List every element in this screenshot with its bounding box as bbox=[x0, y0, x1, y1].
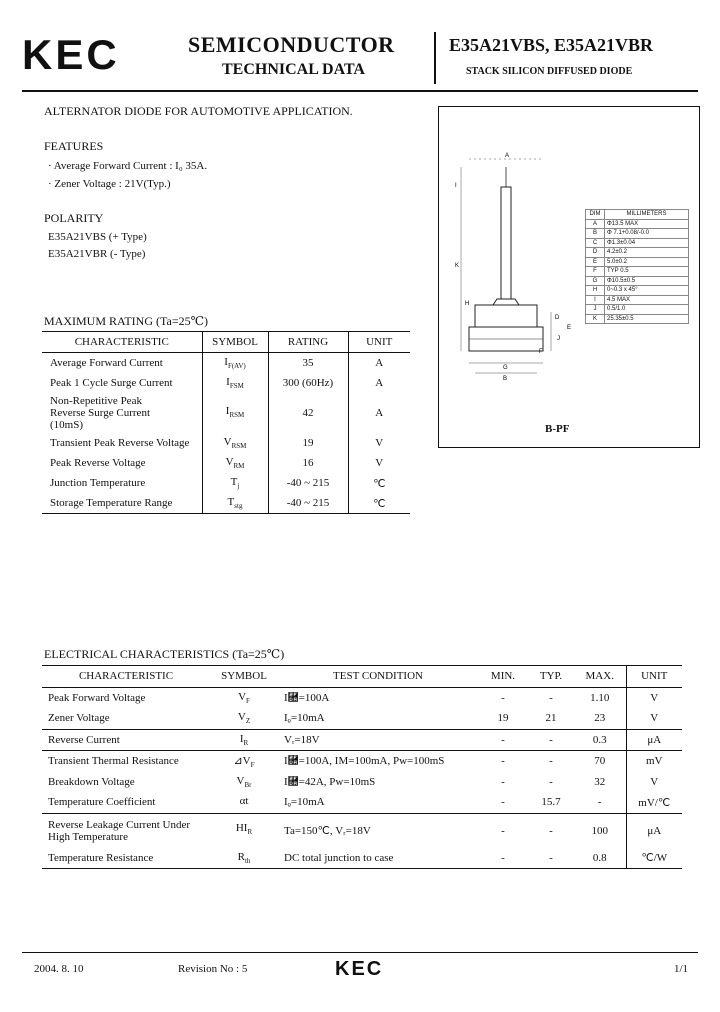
rating-cell: 16 bbox=[268, 453, 348, 473]
col-header: MIN. bbox=[478, 666, 528, 688]
rating-cell: 42 bbox=[268, 393, 348, 433]
symbol-cell: αt bbox=[239, 795, 249, 808]
condition-cell: DC total junction to case bbox=[284, 851, 394, 864]
max-cell: 70 bbox=[574, 751, 626, 772]
symbol-cell: $I_{FSM}$ bbox=[202, 373, 268, 393]
char-cell: Storage Temperature Range bbox=[42, 493, 202, 514]
unit-cell: ℃/W bbox=[626, 848, 682, 869]
table-row bbox=[42, 473, 410, 493]
typ-cell: - bbox=[528, 751, 574, 772]
unit-cell: mV/℃ bbox=[626, 792, 682, 813]
features-heading: FEATURES bbox=[44, 139, 104, 153]
table-row bbox=[42, 433, 410, 453]
package-name: B-PF bbox=[545, 423, 570, 435]
dim-label-b: B bbox=[503, 376, 508, 382]
package-drawing-box bbox=[438, 106, 700, 448]
char-cell: Temperature Coefficient bbox=[48, 796, 156, 809]
symbol-cell: $I_R$ bbox=[210, 729, 278, 751]
col-header: RATING bbox=[268, 332, 348, 353]
unit-cell: V bbox=[626, 772, 682, 793]
dim-label-h: H bbox=[465, 301, 470, 307]
rating-cell: -40 ~ 215 bbox=[268, 473, 348, 493]
condition-cell: Vᵣ=18V bbox=[278, 729, 478, 751]
feature-item: · Zener Voltage : 21V(Typ.) bbox=[48, 178, 171, 190]
symbol-cell: $I_{RSM}$ bbox=[202, 393, 268, 433]
semiconductor-title: SEMICONDUCTOR bbox=[188, 32, 395, 57]
dim-label-g: G bbox=[503, 365, 508, 371]
dim-label-a: A bbox=[505, 153, 510, 159]
dim-value: Φ10.5±0.5 bbox=[605, 276, 689, 286]
dim-value: 25.35±0.5 bbox=[605, 314, 689, 324]
min-cell: - bbox=[478, 813, 528, 848]
symbol-cell: $T_j$ bbox=[202, 473, 268, 493]
diode-body bbox=[475, 305, 537, 327]
table-row bbox=[42, 353, 410, 374]
char-cell: Peak Reverse Voltage bbox=[42, 453, 202, 473]
condition-cell: Iᵨ=10mA bbox=[284, 796, 325, 809]
char-cell: Transient Thermal Resistance bbox=[42, 751, 210, 772]
max-cell: 0.8 bbox=[592, 851, 607, 864]
dim-value: 5.0±0.2 bbox=[605, 257, 689, 267]
condition-cell: I⿚=42A, Pw=10mS bbox=[284, 775, 376, 788]
unit-cell: V bbox=[626, 687, 682, 708]
polarity-item: E35A21VBS (+ Type) bbox=[48, 231, 147, 243]
table-row bbox=[42, 792, 682, 813]
max-cell: 23 bbox=[594, 712, 606, 725]
dim-key: D bbox=[586, 248, 605, 258]
company-logo: KEC bbox=[22, 31, 120, 78]
dim-key: F bbox=[586, 267, 605, 277]
electrical-heading: ELECTRICAL CHARACTERISTICS (Ta=25℃) bbox=[44, 647, 285, 661]
dim-key: K bbox=[586, 314, 605, 324]
condition-cell: I⿚=100A bbox=[284, 691, 330, 704]
table-row bbox=[42, 493, 410, 514]
col-header: UNIT bbox=[348, 332, 410, 353]
table-row bbox=[42, 813, 682, 848]
unit-cell: μA bbox=[626, 729, 682, 751]
symbol-cell: $V_{Br}$ bbox=[236, 774, 252, 789]
max-cell: 100 bbox=[574, 813, 626, 848]
condition-cell: Ta=150℃, Vᵣ=18V bbox=[278, 813, 478, 848]
symbol-cell: $V_{RSM}$ bbox=[202, 433, 268, 453]
typ-cell: - bbox=[549, 851, 553, 864]
col-header: MAX. bbox=[574, 666, 626, 688]
dim-key: I bbox=[586, 295, 605, 305]
table-row bbox=[42, 848, 682, 869]
min-cell: - bbox=[501, 851, 505, 864]
dim-value: Φ1.3±0.04 bbox=[605, 238, 689, 248]
dim-key: A bbox=[586, 219, 605, 229]
min-cell: - bbox=[501, 691, 505, 704]
rating-cell: 35 bbox=[268, 353, 348, 374]
table-header-row bbox=[42, 332, 410, 353]
char-cell: Peak 1 Cycle Surge Current bbox=[42, 373, 202, 393]
col-header: SYMBOL bbox=[210, 666, 278, 688]
dim-label-e: E bbox=[567, 325, 572, 331]
unit-cell: mV bbox=[626, 751, 682, 772]
col-header: CHARACTERISTIC bbox=[42, 332, 202, 353]
unit-cell: V bbox=[375, 457, 384, 469]
symbol-cell: $V_Z$ bbox=[237, 711, 251, 726]
char-cell: Breakdown Voltage bbox=[48, 775, 135, 788]
table-row bbox=[42, 393, 410, 433]
dim-label-f: F bbox=[539, 349, 543, 355]
dimension-table bbox=[585, 209, 689, 324]
char-cell: Peak Forward Voltage bbox=[48, 691, 146, 704]
electrical-table bbox=[42, 665, 682, 869]
max-cell: 1.10 bbox=[590, 691, 610, 704]
symbol-cell: $T_{stg}$ bbox=[202, 493, 268, 514]
dim-label-d: D bbox=[555, 315, 560, 321]
dim-label-j: J bbox=[557, 336, 560, 342]
unit-cell: ℃ bbox=[373, 477, 386, 490]
char-cell: Average Forward Current bbox=[42, 353, 202, 374]
unit-cell: A bbox=[375, 407, 384, 419]
char-cell: Transient Peak Reverse Voltage bbox=[42, 433, 202, 453]
footer-logo: KEC bbox=[335, 958, 384, 980]
footer-rule bbox=[22, 952, 698, 953]
dim-value: 4.5 MAX bbox=[605, 295, 689, 305]
polarity-heading: POLARITY bbox=[44, 211, 104, 225]
symbol-cell: $R_{th}$ bbox=[237, 850, 251, 865]
dim-header: MILLIMETERS bbox=[605, 210, 689, 220]
char-cell: Reverse Leakage Current Under High Temperature bbox=[42, 813, 210, 848]
dim-key: H bbox=[586, 286, 605, 296]
char-cell: Junction Temperature bbox=[42, 473, 202, 493]
unit-cell: ℃ bbox=[373, 497, 386, 510]
table-row bbox=[42, 373, 410, 393]
dim-key: E bbox=[586, 257, 605, 267]
rating-cell: 300 (60Hz) bbox=[268, 373, 348, 393]
footer-date: 2004. 8. 10 bbox=[34, 963, 84, 975]
table-row bbox=[42, 729, 682, 751]
footer-page: 1/1 bbox=[674, 963, 689, 975]
dim-value: 4.2±0.2 bbox=[605, 248, 689, 258]
col-header: CHARACTERISTIC bbox=[42, 666, 210, 688]
dim-key: B bbox=[586, 229, 605, 239]
application-text: ALTERNATOR DIODE FOR AUTOMOTIVE APPLICATION. bbox=[44, 104, 353, 118]
typ-cell: - bbox=[549, 691, 553, 704]
char-cell: Temperature Resistance bbox=[48, 851, 154, 864]
dim-value: Φ13.5 MAX bbox=[605, 219, 689, 229]
technical-data-title: TECHNICAL DATA bbox=[222, 61, 365, 78]
table-row bbox=[42, 453, 410, 473]
unit-cell: V bbox=[626, 708, 682, 729]
diode-neck bbox=[493, 299, 519, 305]
rating-cell: -40 ~ 215 bbox=[268, 493, 348, 514]
max-cell: 32 bbox=[594, 775, 606, 788]
char-cell: Reverse Current bbox=[42, 729, 210, 751]
dim-key: G bbox=[586, 276, 605, 286]
part-number-title: E35A21VBS, E35A21VBR bbox=[449, 35, 654, 55]
symbol-cell: $⊿V_F$ bbox=[210, 751, 278, 772]
symbol-cell: $I_{F(AV)}$ bbox=[202, 353, 268, 374]
col-header: TEST CONDITION bbox=[278, 666, 478, 688]
typ-cell: - bbox=[528, 813, 574, 848]
symbol-cell: $V_{RM}$ bbox=[202, 453, 268, 473]
dim-key: C bbox=[586, 238, 605, 248]
dim-value: TYP 0.5 bbox=[605, 267, 689, 277]
unit-cell: V bbox=[375, 437, 384, 449]
header-divider bbox=[434, 32, 436, 84]
table-row bbox=[42, 708, 682, 729]
condition-cell: Iᵨ=10mA bbox=[284, 712, 325, 725]
max-cell: 0.3 bbox=[574, 729, 626, 751]
feature-item: · Average Forward Current : I₀ 35A. bbox=[48, 160, 208, 172]
dim-value: 0.5/1.0 bbox=[605, 305, 689, 315]
diode-lead bbox=[501, 187, 511, 299]
dim-value: 0~0.3 x 45° bbox=[605, 286, 689, 296]
max-rating-table bbox=[42, 331, 410, 514]
col-header: TYP. bbox=[528, 666, 574, 688]
col-header: SYMBOL bbox=[202, 332, 268, 353]
table-row bbox=[42, 687, 682, 708]
polarity-item: E35A21VBR (- Type) bbox=[48, 248, 146, 260]
footer-revision: Revision No : 5 bbox=[178, 963, 248, 975]
part-type: STACK SILICON DIFFUSED DIODE bbox=[466, 66, 633, 77]
unit-cell: A bbox=[375, 357, 384, 369]
unit-cell: μA bbox=[626, 813, 682, 848]
dim-header: DIM bbox=[586, 210, 605, 220]
min-cell: - bbox=[501, 796, 505, 809]
max-cell: - bbox=[597, 796, 602, 809]
dim-key: J bbox=[586, 305, 605, 315]
header-rule bbox=[22, 90, 698, 92]
min-cell: - bbox=[478, 729, 528, 751]
typ-cell: 21 bbox=[545, 712, 557, 725]
dim-value: Φ 7.1+0.08/-0.0 bbox=[605, 229, 689, 239]
rating-cell: 19 bbox=[268, 433, 348, 453]
condition-cell: I⿚=100A, IM=100mA, Pw=100mS bbox=[278, 751, 478, 772]
char-cell: Zener Voltage bbox=[48, 712, 110, 725]
dim-label-k: K bbox=[455, 263, 460, 269]
char-cell: Non-Repetitive Peak Reverse Surge Current (10mS) bbox=[42, 393, 202, 433]
unit-cell: A bbox=[375, 377, 384, 389]
typ-cell: - bbox=[549, 775, 553, 788]
min-cell: - bbox=[478, 751, 528, 772]
table-row bbox=[42, 751, 682, 772]
table-header-row bbox=[42, 666, 682, 688]
typ-cell: - bbox=[528, 729, 574, 751]
dim-label-i: I bbox=[455, 183, 457, 189]
min-cell: - bbox=[501, 775, 505, 788]
typ-cell: 15.7 bbox=[541, 796, 561, 809]
max-rating-heading: MAXIMUM RATING (Ta=25℃) bbox=[44, 314, 209, 328]
symbol-cell: $V_F$ bbox=[238, 690, 250, 705]
symbol-cell: $HI_R$ bbox=[210, 813, 278, 848]
col-header: UNIT bbox=[626, 666, 682, 688]
table-row bbox=[42, 772, 682, 793]
min-cell: 19 bbox=[497, 712, 509, 725]
